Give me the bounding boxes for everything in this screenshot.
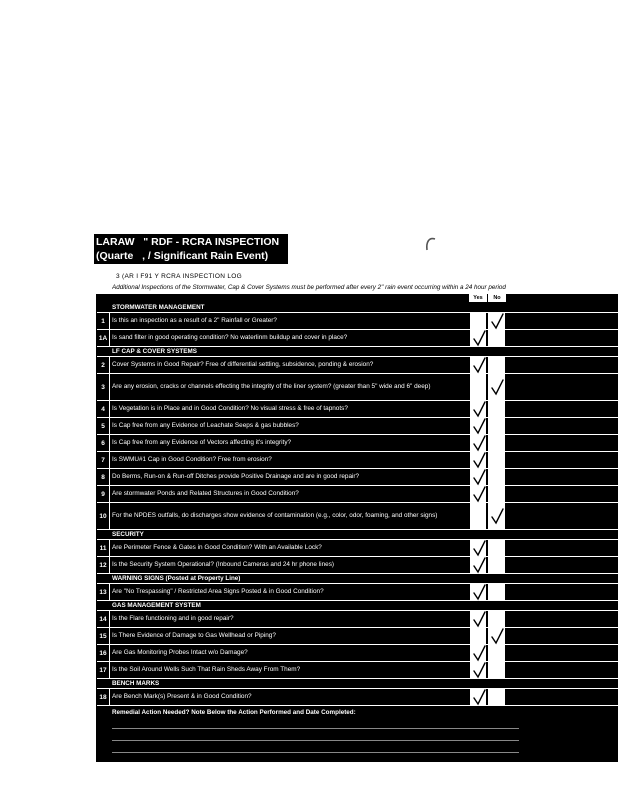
section-title: WARNING SIGNS (Posted at Property Line) xyxy=(112,574,241,582)
comment-cell xyxy=(507,486,618,502)
section-title: LF CAP & COVER SYSTEMS xyxy=(112,347,197,355)
table-row xyxy=(97,313,618,330)
no-checkbox-cell[interactable] xyxy=(488,503,506,529)
no-checkbox-cell[interactable] xyxy=(488,469,506,485)
yes-checkbox-cell[interactable] xyxy=(469,357,487,373)
column-header-no: No xyxy=(488,294,506,302)
yes-checkbox-cell[interactable] xyxy=(469,611,487,627)
item-number: 3 xyxy=(97,374,110,400)
remedial-line xyxy=(112,752,519,753)
form-title-line-2: (Quarte , / Significant Rain Event) xyxy=(96,250,269,262)
comment-cell xyxy=(507,662,618,678)
table-row xyxy=(97,401,618,418)
no-checkbox-cell[interactable] xyxy=(488,330,506,346)
item-number: 13 xyxy=(97,584,110,600)
item-number: 2 xyxy=(97,357,110,373)
no-checkbox-cell[interactable] xyxy=(488,374,506,400)
inspection-table xyxy=(96,294,618,762)
check-mark-icon xyxy=(472,357,487,374)
item-number: 8 xyxy=(97,469,110,485)
no-checkbox-cell[interactable] xyxy=(488,486,506,502)
yes-checkbox-cell[interactable] xyxy=(469,469,487,485)
section-title: SECURITY xyxy=(112,530,144,538)
question-text: Is the Flare functioning and in good repair? xyxy=(112,615,234,622)
section-header-row xyxy=(97,679,618,689)
question-text: Is There Evidence of Damage to Gas Wellhead or Piping? xyxy=(112,632,276,639)
comment-cell xyxy=(507,679,618,688)
no-checkbox-cell xyxy=(488,347,506,356)
comment-cell xyxy=(507,374,618,400)
check-mark-icon xyxy=(472,662,487,679)
question-text: Is this an inspection as a result of a 2" Rainfall or Greater? xyxy=(112,317,277,324)
yes-checkbox-cell[interactable] xyxy=(469,418,487,434)
no-checkbox-cell xyxy=(488,679,506,688)
comment-cell xyxy=(507,330,618,346)
question-text: Is sand filter in good operating condition? No waterlinm buildup and cover in place? xyxy=(112,334,348,341)
item-number: 18 xyxy=(97,689,110,705)
yes-checkbox-cell[interactable] xyxy=(469,401,487,417)
no-checkbox-cell[interactable] xyxy=(488,645,506,661)
comment-cell xyxy=(507,435,618,451)
check-mark-icon xyxy=(490,379,505,396)
table-row xyxy=(97,628,618,645)
question-text: Are "No Trespassing" / Restricted Area Signs Posted & in Good Condition? xyxy=(112,588,324,595)
comment-cell xyxy=(507,469,618,485)
item-number: 16 xyxy=(97,645,110,661)
remedial-action-section xyxy=(97,706,618,762)
no-checkbox-cell xyxy=(488,601,506,610)
item-number: 6 xyxy=(97,435,110,451)
comment-cell xyxy=(507,689,618,705)
item-number: 10 xyxy=(97,503,110,529)
comment-cell xyxy=(507,530,618,539)
comment-cell xyxy=(507,418,618,434)
yes-checkbox-cell[interactable] xyxy=(469,503,487,529)
section-title: GAS MANAGEMENT SYSTEM xyxy=(112,601,201,609)
no-checkbox-cell[interactable] xyxy=(488,611,506,627)
question-text: Cover Systems in Good Repair? Free of differential settling, subsidence, ponding & erosion? xyxy=(112,361,374,368)
question-text: Are stormwater Ponds and Related Structures in Good Condition? xyxy=(112,490,299,497)
section-title: BENCH MARKS xyxy=(112,679,160,687)
item-number: 12 xyxy=(97,557,110,573)
check-mark-icon xyxy=(472,452,487,469)
comment-cell xyxy=(507,303,618,312)
check-mark-icon xyxy=(472,330,487,347)
item-number: 5 xyxy=(97,418,110,434)
no-checkbox-cell[interactable] xyxy=(488,689,506,705)
check-mark-icon xyxy=(472,645,487,662)
comment-cell xyxy=(507,401,618,417)
no-checkbox-cell xyxy=(488,530,506,539)
section-header-row xyxy=(97,347,618,357)
yes-checkbox-cell[interactable] xyxy=(469,689,487,705)
comment-cell xyxy=(507,574,618,583)
question-text: Is the Security System Operational? (Inbound Cameras and 24 hr phone lines) xyxy=(112,561,335,568)
question-text: Is SWMU#1 Cap in Good Condition? Free from erosion? xyxy=(112,456,272,463)
comment-cell xyxy=(507,584,618,600)
table-row xyxy=(97,645,618,662)
question-text: Do Berms, Run-on & Run-off Ditches provide Positive Drainage and are in good repair? xyxy=(112,473,360,480)
no-checkbox-cell xyxy=(488,303,506,312)
yes-checkbox-cell xyxy=(469,574,487,583)
check-mark-icon xyxy=(472,469,487,486)
no-checkbox-cell[interactable] xyxy=(488,662,506,678)
check-mark-icon xyxy=(490,628,505,645)
check-mark-icon xyxy=(472,611,487,628)
yes-checkbox-cell xyxy=(469,347,487,356)
table-row xyxy=(97,540,618,557)
yes-checkbox-cell[interactable] xyxy=(469,662,487,678)
table-row xyxy=(97,557,618,574)
check-mark-icon xyxy=(472,486,487,503)
comment-cell xyxy=(507,540,618,556)
question-text: For the NPDES outfalls, do discharges show evidence of contamination (e.g., color, odor, foaming, and other signs) xyxy=(112,512,438,519)
check-mark-icon xyxy=(490,508,505,525)
yes-checkbox-cell xyxy=(469,530,487,539)
table-row xyxy=(97,452,618,469)
item-number: 11 xyxy=(97,540,110,556)
yes-checkbox-cell[interactable] xyxy=(469,374,487,400)
yes-checkbox-cell xyxy=(469,303,487,312)
comment-cell xyxy=(507,313,618,329)
comment-cell xyxy=(507,611,618,627)
no-checkbox-cell[interactable] xyxy=(488,540,506,556)
check-mark-icon xyxy=(490,313,505,330)
stray-pen-mark-icon xyxy=(424,236,438,252)
no-checkbox-cell[interactable] xyxy=(488,401,506,417)
form-title-line-1: LARAW " RDF - RCRA INSPECTION xyxy=(96,236,280,248)
yes-checkbox-cell[interactable] xyxy=(469,628,487,644)
item-number: 17 xyxy=(97,662,110,678)
yes-checkbox-cell[interactable] xyxy=(469,435,487,451)
yes-checkbox-cell[interactable] xyxy=(469,540,487,556)
table-row xyxy=(97,611,618,628)
section-header-row xyxy=(97,303,618,313)
comment-cell xyxy=(507,347,618,356)
log-heading: 3 (AR I F91 Y RCRA INSPECTION LOG xyxy=(116,273,242,280)
table-row xyxy=(97,486,618,503)
no-checkbox-cell xyxy=(488,574,506,583)
table-body xyxy=(97,303,618,706)
yes-checkbox-cell[interactable] xyxy=(469,452,487,468)
question-text: Is Vegetation is in Place and in Good Condition? No visual stress & free of tapnots? xyxy=(112,405,348,412)
yes-checkbox-cell[interactable] xyxy=(469,557,487,573)
form-title xyxy=(94,234,288,264)
column-header-yes: Yes xyxy=(469,294,487,302)
table-header-row xyxy=(97,294,618,303)
check-mark-icon xyxy=(472,401,487,418)
no-checkbox-cell[interactable] xyxy=(488,418,506,434)
item-number: 1A xyxy=(97,330,110,346)
yes-checkbox-cell[interactable] xyxy=(469,486,487,502)
item-number: 14 xyxy=(97,611,110,627)
check-mark-icon xyxy=(472,540,487,557)
table-row xyxy=(97,469,618,486)
yes-checkbox-cell[interactable] xyxy=(469,645,487,661)
table-row xyxy=(97,689,618,706)
no-checkbox-cell[interactable] xyxy=(488,357,506,373)
no-checkbox-cell[interactable] xyxy=(488,628,506,644)
question-text: Is the Soil Around Wells Such That Rain Sheds Away From Them? xyxy=(112,666,301,673)
table-row xyxy=(97,330,618,347)
section-header-row xyxy=(97,601,618,611)
item-number: 4 xyxy=(97,401,110,417)
comment-cell xyxy=(507,557,618,573)
remedial-line xyxy=(112,740,519,741)
remedial-line xyxy=(112,728,519,729)
check-mark-icon xyxy=(472,689,487,706)
table-row xyxy=(97,503,618,530)
no-checkbox-cell[interactable] xyxy=(488,584,506,600)
form-subtitle: Additional Inspections of the Stormwater, Cap & Cover Systems must be performed after every 2" rain event occurring within a 24 hour period xyxy=(112,284,506,291)
no-checkbox-cell[interactable] xyxy=(488,452,506,468)
item-number: 9 xyxy=(97,486,110,502)
no-checkbox-cell[interactable] xyxy=(488,557,506,573)
question-text: Are Gas Monitoring Probes Intact w/o Damage? xyxy=(112,649,248,656)
table-row xyxy=(97,374,618,401)
section-title: STORMWATER MANAGEMENT xyxy=(112,303,205,311)
yes-checkbox-cell[interactable] xyxy=(469,313,487,329)
check-mark-icon xyxy=(472,557,487,574)
yes-checkbox-cell[interactable] xyxy=(469,584,487,600)
table-row xyxy=(97,584,618,601)
section-header-row xyxy=(97,530,618,540)
section-header-row xyxy=(97,574,618,584)
question-text: Is Cap free from any Evidence of Vectors affecting it's integrity? xyxy=(112,439,292,446)
item-number: 7 xyxy=(97,452,110,468)
comment-cell xyxy=(507,601,618,610)
table-row xyxy=(97,435,618,452)
yes-checkbox-cell xyxy=(469,601,487,610)
check-mark-icon xyxy=(472,418,487,435)
no-checkbox-cell[interactable] xyxy=(488,313,506,329)
table-row xyxy=(97,662,618,679)
question-text: Is Cap free from any Evidence of Leachate Seeps & gas bubbles? xyxy=(112,422,299,429)
table-row xyxy=(97,418,618,435)
item-number: 1 xyxy=(97,313,110,329)
question-text: Are Bench Mark(s) Present & in Good Condition? xyxy=(112,693,252,700)
check-mark-icon xyxy=(472,584,487,601)
item-number: 15 xyxy=(97,628,110,644)
question-text: Are Perimeter Fence & Gates in Good Condition? With an Available Lock? xyxy=(112,544,322,551)
comment-cell xyxy=(507,503,618,529)
check-mark-icon xyxy=(472,435,487,452)
remedial-action-label: Remedial Action Needed? Note Below the Action Performed and Date Completed: xyxy=(112,709,356,716)
yes-checkbox-cell xyxy=(469,679,487,688)
table-row xyxy=(97,357,618,374)
comment-cell xyxy=(507,628,618,644)
comment-cell xyxy=(507,645,618,661)
yes-checkbox-cell[interactable] xyxy=(469,330,487,346)
comment-cell xyxy=(507,357,618,373)
question-text: Are any erosion, cracks or channels effecting the integrity of the liner system? (greater than 5" wide and 6" deep) xyxy=(112,383,431,390)
comment-cell xyxy=(507,452,618,468)
no-checkbox-cell[interactable] xyxy=(488,435,506,451)
